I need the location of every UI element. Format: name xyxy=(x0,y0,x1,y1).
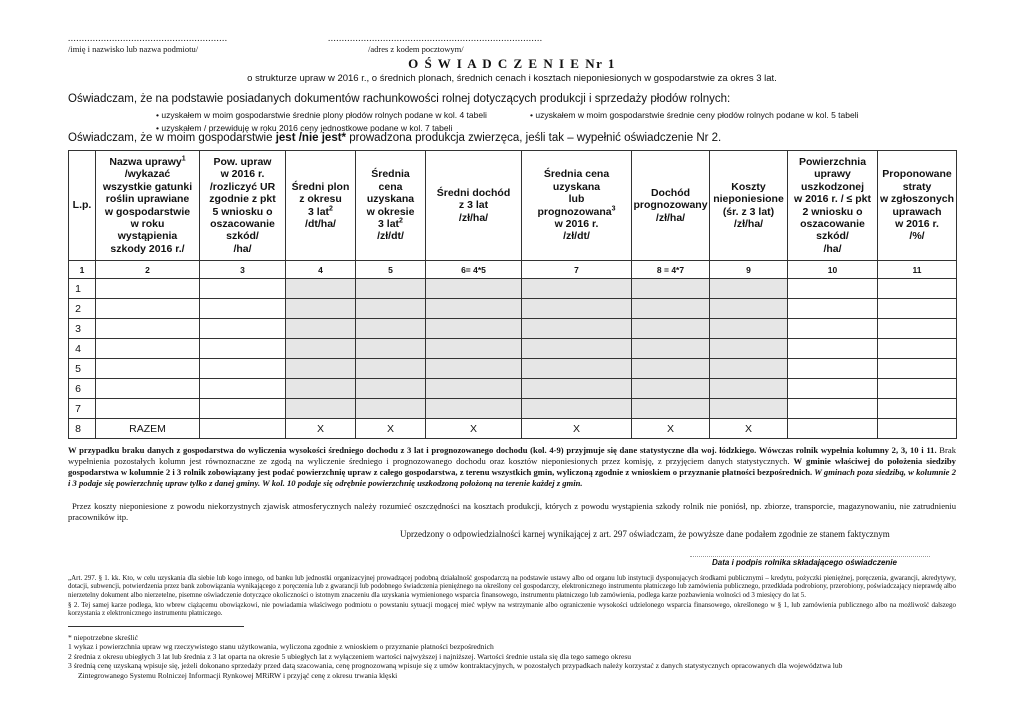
table-cell[interactable] xyxy=(96,299,200,319)
statistics-paragraph: W przypadku braku danych z gospodarstwa do wyliczenia wysokości średniego dochodu z 3 lat i prognozowanego dochodu (kol. 4-9) przyjmuje się dane statystyczne dla woj. łódzkiego. Wówczas rolnik wypełnia kolumny 2, 3, 10 i 11. Brak wypełnienia pozostałych kolumn jest równoznaczne ze zgodą na wyliczenie średniego i prognozowanego dochodu oraz kosztów nieponiesionych przez komisję, z przyjęciem danych statystycznych. W gminie właściwej do położenia siedziby gospodarstwa w kolumnie 2 i 3 rolnik zobowiązany jest podać powierzchnię upraw z całego gospodarstwa, z terenu wszystkich gmin, wyliczoną zgodnie z wnioskiem o przyznanie płatności bezpośrednich. W gminach poza siedzibą, w kolumnie 2 i 3 podaje się powierzchnię upraw tylko z danej gminy. W kol. 10 podaje się odrębnie powierzchnię uszkodzoną położoną na terenie każdej z gmin. xyxy=(68,445,956,488)
table-cell[interactable] xyxy=(710,379,788,399)
table-cell[interactable] xyxy=(286,359,356,379)
total-x-mark: X xyxy=(426,419,522,439)
signature-line[interactable] xyxy=(690,556,930,557)
table-cell[interactable] xyxy=(788,419,878,439)
table-cell[interactable] xyxy=(878,399,957,419)
col-header-area: Pow. upraw w 2016 r. /rozliczyć UR zgodnie z pkt 5 wniosku o oszacowanie szkód/ /ha/ xyxy=(200,151,286,261)
livestock-choice[interactable]: jest /nie jest* xyxy=(275,132,347,144)
table-cell[interactable] xyxy=(522,359,632,379)
col-header-forecast-price: Średnia cena uzyskana lub prognozowana$^3$ w 2016 r. /zł/dt/ xyxy=(522,151,632,261)
col-header-damaged-area: Powierzchnia uprawy uszkodzonej w 2016 r. / ≤ pkt 2 wniosku o oszacowanie szkód/ /ha/ xyxy=(788,151,878,261)
table-row xyxy=(69,379,957,399)
table-cell[interactable] xyxy=(632,399,710,419)
table-cell[interactable] xyxy=(522,319,632,339)
penalty-warning: Uprzedzony o odpowiedzialności karnej wynikającej z art. 297 oświadczam, że powyższe dane podałem zgodnie ze stanem faktycznym xyxy=(400,529,890,539)
table-cell[interactable] xyxy=(710,339,788,359)
table-cell[interactable] xyxy=(96,379,200,399)
page-subtitle: o strukturze upraw w 2016 r., o średnich plonach, średnich cenach i kosztach nieponiesionych w gospodarstwie za okres 3 lat. xyxy=(247,73,777,84)
total-x-mark: X xyxy=(710,419,788,439)
footnote-asterisk: * niepotrzebne skreślić xyxy=(68,633,139,642)
footnote-3: 3 średnią cenę uzyskaną wpisuje się, jeżeli dokonano sprzedaży przed datą szacowania, cenę prognozowaną wpisuje się z umów kontraktacyjnych, w pozostałych przypadkach należy korzystać z danych statystycznych opracowanych dla województwa lub xyxy=(68,661,843,671)
table-cell[interactable] xyxy=(522,339,632,359)
table-cell[interactable] xyxy=(356,319,426,339)
table-cell[interactable] xyxy=(878,379,957,399)
name-label: /imię i nazwisko lub nazwa podmiotu/ xyxy=(68,44,199,54)
footnote-divider xyxy=(68,626,244,627)
legal-article-paragraph-2: § 2. Tej samej karze podlega, kto wbrew ciążącemu obowiązkowi, nie powiadamia właściwego podmiotu o powstaniu sytuacji mogącej mieć wpływ na wstrzymanie albo ograniczenie wysokości udzielonego wsparcia finansowego, określonego w § 1, lub zamówienia publicznego albo na możliwość dalszego korzystania z elektronicznego instrumentu płatniczego. xyxy=(68,601,956,618)
table-cell[interactable] xyxy=(522,299,632,319)
table-cell[interactable] xyxy=(788,299,878,319)
table-cell[interactable] xyxy=(200,299,286,319)
table-cell[interactable] xyxy=(710,399,788,419)
bullet-unit-prices: • uzyskałem / przewiduję w roku 2016 ceny jednostkowe podane w kol. 7 tabeli xyxy=(156,123,453,133)
table-cell[interactable] xyxy=(632,299,710,319)
table-cell[interactable] xyxy=(200,379,286,399)
bullet-prices: • uzyskałem w moim gospodarstwie średnie ceny płodów rolnych podane w kol. 5 tabeli xyxy=(530,110,859,120)
table-cell[interactable] xyxy=(878,279,957,299)
col-number: 10 xyxy=(788,261,878,279)
table-cell[interactable] xyxy=(426,279,522,299)
row-number: 4 xyxy=(69,339,96,359)
table-cell[interactable] xyxy=(878,419,957,439)
table-cell[interactable] xyxy=(286,339,356,359)
table-cell[interactable] xyxy=(788,359,878,379)
declaration-documents: Oświadczam, że na podstawie posiadanych dokumentów rachunkowości rolnej dotyczących produkcji i sprzedaży płodów rolnych: xyxy=(68,93,731,105)
table-cell[interactable] xyxy=(200,399,286,419)
costs-paragraph: Przez koszty nieponiesione z powodu niekorzystnych zjawisk atmosferycznych należy rozumieć oszczędności na kosztach produkcji, których z powodu wystąpienia szkody rolnik nie poniósł, np. zbiorze, transporcie, magazynowaniu, nie zatrudnieniu pracowników itp. xyxy=(68,501,956,522)
page-title: O Ś W I A D C Z E N I E Nr 1 xyxy=(408,56,616,71)
table-cell[interactable] xyxy=(200,339,286,359)
table-cell[interactable] xyxy=(522,379,632,399)
row-number: 1 xyxy=(69,279,96,299)
col-number: 9 xyxy=(710,261,788,279)
table-cell[interactable] xyxy=(356,279,426,299)
table-cell[interactable] xyxy=(356,379,426,399)
row-number: 2 xyxy=(69,299,96,319)
table-cell[interactable] xyxy=(426,299,522,319)
table-row xyxy=(69,299,957,319)
table-cell[interactable] xyxy=(426,399,522,419)
row-number: 7 xyxy=(69,399,96,419)
table-cell[interactable] xyxy=(200,359,286,379)
table-cell[interactable] xyxy=(200,319,286,339)
table-cell[interactable] xyxy=(632,379,710,399)
row-number: 3 xyxy=(69,319,96,339)
table-cell[interactable] xyxy=(878,299,957,319)
table-cell[interactable] xyxy=(356,359,426,379)
table-cell[interactable] xyxy=(426,319,522,339)
table-cell[interactable] xyxy=(426,359,522,379)
table-cell[interactable] xyxy=(710,359,788,379)
table-cell[interactable] xyxy=(710,279,788,299)
col-number: 11 xyxy=(878,261,957,279)
footnote-2: 2 średnia z okresu ubiegłych 3 lat lub średnia z 3 lat oparta na okresie 5 ubiegłych lat z wyłączeniem wartości najwyższej i najniższej. Wartości średnie ustala się dla tego samego okresu xyxy=(68,651,632,661)
table-cell[interactable] xyxy=(356,299,426,319)
row-number: 5 xyxy=(69,359,96,379)
table-cell[interactable] xyxy=(426,339,522,359)
col-header-losses: Proponowane straty w zgłoszonych uprawach w 2016 r. /%/ xyxy=(878,151,957,261)
total-label: RAZEM xyxy=(96,419,200,439)
table-cell[interactable] xyxy=(96,279,200,299)
row-number: 6 xyxy=(69,379,96,399)
table-cell[interactable] xyxy=(788,319,878,339)
table-cell[interactable] xyxy=(96,399,200,419)
table-row xyxy=(69,359,957,379)
legal-article-paragraph-1: „Art. 297. § 1. kk. Kto, w celu uzyskania dla siebie lub kogo innego, od banku lub jednostki organizacyjnej prowadzącej podobną działalność gospodarczą na podstawie ustawy albo od organu lub instytucji dysponujących środkami publicznymi – kredytu, pożyczki pieniężnej, poręczenia, gwarancji, akredytywy, dotacji, subwencji, potwierdzenia przez bank zobowiązania wynikającego z poręczenia lub z gwarancji lub podobnego świadczenia pieniężnego na określony cel gospodarczy, elektronicznego instrumentu płatniczego lub zamówienia publicznego, przedkłada podrobiony, przerobiony, poświadczający nieprawdę albo nierzetelny dokument albo nierzetelne, pisemne oświadczenie dotyczące okoliczności o istotnym znaczeniu dla uzyskania wymienionego wsparcia finansowego, instrumentu płatniczego lub zamówienia, podlega karze pozbawienia wolności od 3 miesięcy do lat 5. xyxy=(68,574,956,599)
table-cell[interactable] xyxy=(96,319,200,339)
total-x-mark: X xyxy=(286,419,356,439)
table-cell[interactable] xyxy=(632,319,710,339)
col-number: 5 xyxy=(356,261,426,279)
footnote-3-continued: Zintegrowanego Systemu Rolniczej Informacji Rynkowej MRiRW i przyjąć cenę z okresu trwania klęski xyxy=(78,670,398,680)
footnote-1: 1 wykaz i powierzchnia upraw wg rzeczywistego stanu użytkowania, wyliczona zgodnie z wnioskiem o przyznanie płatności bezpośrednich xyxy=(68,642,494,652)
name-dotted-line: .......................................................... xyxy=(68,33,228,43)
table-cell[interactable] xyxy=(96,339,200,359)
table-cell[interactable] xyxy=(200,419,286,439)
table-row xyxy=(69,339,957,359)
table-cell[interactable] xyxy=(878,359,957,379)
col-header-lp: L.p. xyxy=(69,151,96,261)
table-cell[interactable] xyxy=(286,399,356,419)
table-cell[interactable] xyxy=(788,379,878,399)
total-x-mark: X xyxy=(356,419,426,439)
table-cell[interactable] xyxy=(788,279,878,299)
table-cell[interactable] xyxy=(710,319,788,339)
col-number: 4 xyxy=(286,261,356,279)
signature-label: Data i podpis rolnika składającego oświadczenie xyxy=(712,558,897,567)
table-cell[interactable] xyxy=(286,299,356,319)
table-cell[interactable] xyxy=(522,399,632,419)
table-cell[interactable] xyxy=(878,339,957,359)
col-header-avg-price: Średnia cena uzyskana w okresie 3 lat$^2$ /zł/dt/ xyxy=(356,151,426,261)
col-number: 6= 4*5 xyxy=(426,261,522,279)
table-row xyxy=(69,319,957,339)
table-cell[interactable] xyxy=(878,319,957,339)
table-cell[interactable] xyxy=(710,299,788,319)
col-number: 3 xyxy=(200,261,286,279)
table-cell[interactable] xyxy=(96,359,200,379)
table-cell[interactable] xyxy=(632,359,710,379)
table-cell[interactable] xyxy=(286,279,356,299)
table-cell[interactable] xyxy=(632,339,710,359)
col-number: 7 xyxy=(522,261,632,279)
col-number: 1 xyxy=(69,261,96,279)
footnotes xyxy=(68,633,968,680)
table-cell[interactable] xyxy=(356,339,426,359)
table-cell[interactable] xyxy=(356,399,426,419)
total-row-number: 8 xyxy=(69,419,96,439)
col-header-avg-income: Średni dochód z 3 lat /zł/ha/ xyxy=(426,151,522,261)
total-x-mark: X xyxy=(522,419,632,439)
table-cell[interactable] xyxy=(788,339,878,359)
col-header-avg-yield: Średni plon z okresu 3 lat$^2$ /dt/ha/ xyxy=(286,151,356,261)
table-cell[interactable] xyxy=(522,279,632,299)
table-cell[interactable] xyxy=(286,379,356,399)
table-cell[interactable] xyxy=(632,279,710,299)
table-cell[interactable] xyxy=(200,279,286,299)
col-header-costs: Koszty nieponiesione (śr. z 3 lat) /zł/ha/ xyxy=(710,151,788,261)
crop-table xyxy=(68,150,957,439)
bullet-yields: • uzyskałem w moim gospodarstwie średnie plony płodów rolnych podane w kol. 4 tabeli xyxy=(156,110,487,120)
address-label: /adres z kodem pocztowym/ xyxy=(368,44,464,54)
table-cell[interactable] xyxy=(788,399,878,419)
table-cell[interactable] xyxy=(426,379,522,399)
col-header-crop-name: Nazwa uprawy$^1$ /wykazać wszystkie gatunki roślin uprawiane w gospodarstwie w roku wystąpienia szkody 2016 r./ xyxy=(96,151,200,261)
col-number: 8 = 4*7 xyxy=(632,261,710,279)
address-dotted-line: .............................................................................. xyxy=(328,33,543,43)
total-x-mark: X xyxy=(632,419,710,439)
table-row xyxy=(69,279,957,299)
declaration-livestock: Oświadczam, że w moim gospodarstwie jest /nie jest* prowadzona produkcja zwierzęca, jeśli tak – wypełnić oświadczenie Nr 2. xyxy=(68,132,722,144)
col-number: 2 xyxy=(96,261,200,279)
table-row xyxy=(69,399,957,419)
col-header-forecast-income: Dochód prognozowany /zł/ha/ xyxy=(632,151,710,261)
table-cell[interactable] xyxy=(286,319,356,339)
